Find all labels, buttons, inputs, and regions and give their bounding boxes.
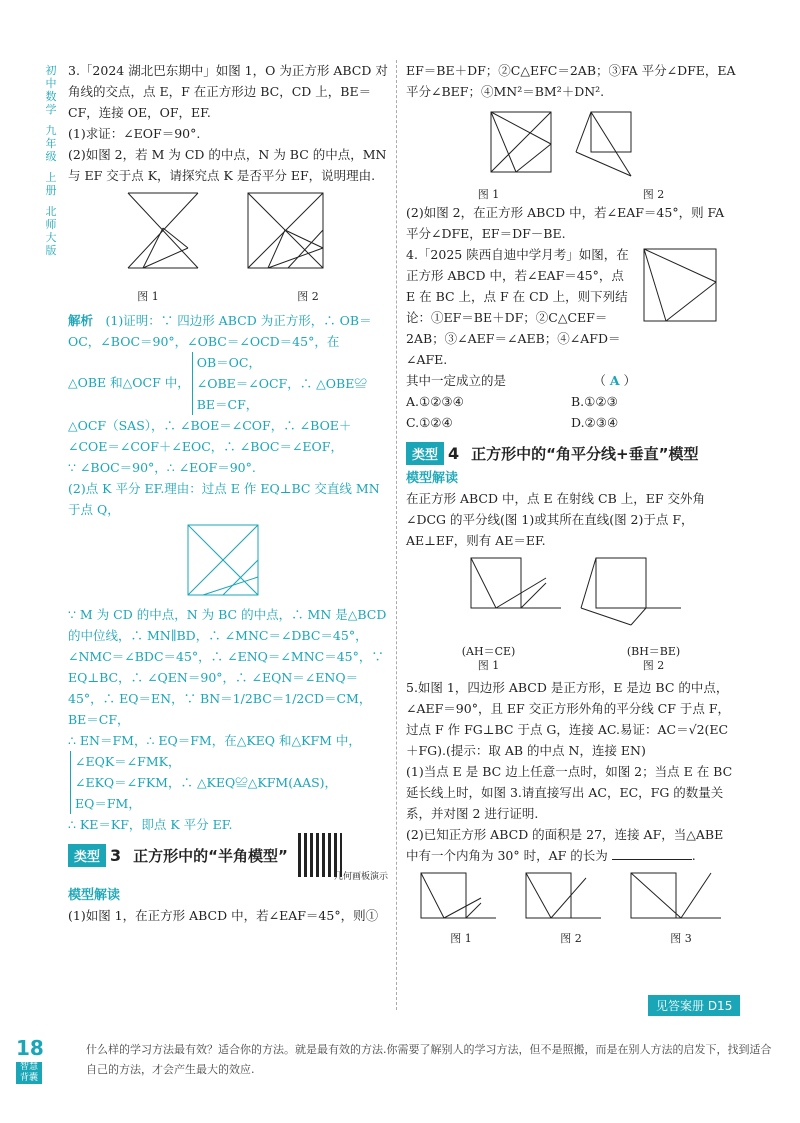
q4-question: 其中一定成立的是 （ A ） (406, 373, 636, 388)
q5-part2: (2)已知正方形 ABCD 的面积是 27，连接 AF，当△ABE 中有一个内角为 30° 时，AF 的长为 . (406, 827, 724, 863)
type3-figures (471, 104, 671, 186)
solution-line5: ∵ M 为 CD 的中点，N 为 BC 的中点，∴ MN 是△BCD 的中位线，∴ MN∥BD，∴ ∠MNC＝∠DBC＝45°，∠NMC＝∠BDC＝45°，∴ ∠ENQ＝∠MNC＝45°，∵ EQ⊥BC，∴ ∠QEN＝90°，∴ ∠EQN＝∠ENQ＝45°，∴ EQ＝EN，∵ BN＝1/2BC＝1/2CD＝CM，BE＝CF， (68, 607, 387, 727)
solution-brace2: ∠EQK＝∠FMK， ∠EKQ＝∠FKM，∴ △KEQ≌△KFM(AAS)， EQ＝FM， (68, 751, 388, 814)
solution-brace1: △OBE 和△OCF 中，OB＝OC， ∠OBE＝∠OCF，∴ △OBE≌ BE＝CF， (68, 352, 388, 415)
q3-figures (118, 188, 338, 288)
type3-text1: (1)如图 1，在正方形 ABCD 中，若∠EAF＝45°，则① (68, 908, 379, 923)
q3-part2: (2)如图 2，若 M 为 CD 的中点，N 为 BC 的中点，MN 与 EF 交于点 K，请探究点 K 是否平分 EF，说明理由. (68, 147, 387, 183)
left-column: 3.「2024 湖北巴东期中」如图 1，O 为正方形 ABCD 对角线的交点，点 E，F 在正方形边 BC，CD 上，BE＝CF，连接 OE，OF，EF. (1)求证：∠EOF＝90°. (2)如图 2，若 M 为 CD 的中点，N 为 BC 的中点，MN 与 EF 交于点 K，请探究点 K 是否平分 EF，说明理由. 图 1 图 2 解析 (1)证明：∵ 四边形 ABCD 为正方形，∴ OB＝OC，∠BOC＝90°，∠OBC＝∠OCD＝45°，在 △OBE 和△OCF 中，OB＝OC， ∠OBE＝∠OCF，∴ △OBE≌ BE＝CF， △OCF（SAS），∴ ∠BOE＝∠COF，∴ ∠BOE＋∠COE＝∠COF＋∠EOC，∴ ∠BOC＝∠EOF， ∵ ∠BOC＝90°，∴ ∠EOF＝90°. (2)点 K 平分 EF.理由：过点 E 作 EQ⊥BC 交直线 MN 于点 Q， ∵ M 为 CD 的中点，N 为 BC 的中点，∴ MN 是△BCD 的中位线，∴ MN∥BD，∴ ∠MNC＝∠DBC＝45°，∠NMC＝∠BDC＝45°，∴ ∠ENQ＝∠MNC＝45°，∵ EQ⊥BC，∴ ∠QEN＝90°，∴ ∠EQN＝∠ENQ＝45°，∴ EQ＝EN，∵ BN＝1/2BC＝1/2CD＝CM，BE＝CF， ∴ EN＝FM，∴ EQ＝FM，在△KEQ 和△KFM 中， ∠EQK＝∠FMK， ∠EKQ＝∠FKM，∴ △KEQ≌△KFM(AAS)， EQ＝FM， ∴ KE＝KF，即点 K 平分 EF. 类型 3 正方形中的“半角模型” 几何画板演示 模型解读 (1)如图 1，在正方形 ABCD 中，若∠EAF＝45°，则① (68, 60, 388, 926)
type4-header: 类型 4 正方形中的“角平分线+垂直”模型 (406, 441, 736, 465)
model-reading-heading: 模型解读 (68, 888, 121, 903)
q3-part1: (1)求证：∠EOF＝90°. (68, 126, 201, 141)
solution-line1: 解析 (1)证明：∵ 四边形 ABCD 为正方形，∴ OB＝OC，∠BOC＝90°，∠OBC＝∠OCD＝45°，在 (68, 313, 372, 349)
q4-figure (636, 244, 731, 339)
answer-reference: 见答案册 D15 (648, 995, 740, 1016)
q5-figures (411, 868, 731, 930)
solution-line7: ∴ KE＝KF，即点 K 平分 EF. (68, 817, 233, 832)
q4-options: A.①②③④ B.①②③ C.①②④ D.②③④ (406, 394, 619, 430)
right-column: EF＝BE＋DF；②C△EFC＝2AB；③FA 平分∠DFE，EA 平分∠BEF；④MN²＝BM²＋DN². 图 1 图 2 (2)如图 2，在正方形 ABCD 中，若∠EAF＝45°，则 FA 平分∠DFE，EF＝DF－BE. 4.「2025 陕西自迪中学月考」如图，在正方形 ABCD 中，若∠EAF＝45°，点 E 在 BC 上，点 F 在 CD 上，则下列结论：①EF＝BE＋DF；②C△CEF＝2AB；③∠AEF＝∠AEB；④∠AFD＝∠AFE. 其中一定成立的是 （ A ） A.①②③④ B.①②③ C.①②④ D.②③④ 类型 4 正方形中的“角平分线+垂直”模型 模型解读 在正方形 ABCD 中，点 E 在射线 CB 上，EF 交外角∠DCG 的平分线(图 1)或其所在直线(图 2)于点 F，AE⊥EF，则有 AE＝EF. (AH＝CE) (BH＝BE) 图 1 图 2 5.如图 1，四边形 ABCD 是正方形，E 是边 BC 的中点，∠AEF＝90°，且 EF 交正方形外角的平分线 CF 于点 F，过点 F 作 FG⊥BC 于点 G，连接 AC.易证：AC＝√2(EC＋FG).(提示：取 AB 的中点 N，连接 EN) (1)当点 E 是 BC 边上任意一点时，如图 2；当点 E 在 BC 延长线上时，如图 3.请直接写出 AC，EC，FG 的数量关系，并对图 2 进行证明. (2)已知正方形 ABCD 的面积是 27，连接 AF，当△ABE 中有一个内角为 30° 时，AF 的长为 . 图 1 图 2 图 3 (406, 60, 736, 946)
solution-line4: (2)点 K 平分 EF.理由：过点 E 作 EQ⊥BC 交直线 MN 于点 Q， (68, 481, 380, 517)
q5-part1: (1)当点 E 是 BC 边上任意一点时，如图 2；当点 E 在 BC 延长线上时，如图 3.请直接写出 AC，EC，FG 的数量关系，并对图 2 进行证明. (406, 764, 733, 821)
solution-line3: ∵ ∠BOC＝90°，∴ ∠EOF＝90°. (68, 460, 256, 475)
type4-figures (451, 553, 691, 643)
column-divider (396, 60, 397, 1010)
page-number: 18 (16, 1036, 44, 1060)
q4-stem: 4.「2025 陕西自迪中学月考」如图，在正方形 ABCD 中，若∠EAF＝45°，点 E 在 BC 上，点 F 在 CD 上，则下列结论：①EF＝BE＋DF；②C△CEF＝2AB；③∠AEF＝∠AEB；④∠AFD＝∠AFE. (406, 247, 629, 367)
type3-header: 类型 3 正方形中的“半角模型” (68, 843, 388, 867)
side-label: 初中数学 九年级 上册 北师大版 (45, 64, 57, 257)
footer (16, 1030, 786, 1090)
wisdom-badge: 智慧背囊 (16, 1062, 42, 1084)
type4-text: 在正方形 ABCD 中，点 E 在射线 CB 上，EF 交外角∠DCG 的平分线(图 1)或其所在直线(图 2)于点 F，AE⊥EF，则有 AE＝EF. (406, 491, 706, 548)
solution-line2: △OCF（SAS），∴ ∠BOE＝∠COF，∴ ∠BOE＋∠COE＝∠COF＋∠EOC，∴ ∠BOC＝∠EOF， (68, 418, 352, 454)
answer-blank[interactable] (612, 859, 692, 860)
type3-text2: EF＝BE＋DF；②C△EFC＝2AB；③FA 平分∠DFE，EA 平分∠BEF；④MN²＝BM²＋DN². (406, 63, 736, 99)
q4-answer: A (609, 373, 620, 388)
type3-text3: (2)如图 2，在正方形 ABCD 中，若∠EAF＝45°，则 FA 平分∠DFE，EF＝DF－BE. (406, 205, 725, 241)
footer-quote: 什么样的学习方法最有效？适合你的方法。就是最有效的方法.你需要了解别人的学习方法，但不是照搬，而是在别人方法的启发下，找到适合自己的方法，才会产生最大的效应. (86, 1043, 772, 1076)
q3-stem: 3.「2024 湖北巴东期中」如图 1，O 为正方形 ABCD 对角线的交点，点 E，F 在正方形边 BC，CD 上，BE＝CF，连接 OE，OF，EF. (68, 63, 388, 120)
q5-stem: 5.如图 1，四边形 ABCD 是正方形，E 是边 BC 的中点，∠AEF＝90°，且 EF 交正方形外角的平分线 CF 于点 F，过点 F 作 FG⊥BC 于点 G，连接 AC.易证：AC＝√2(EC＋FG).(提示：取 AB 的中点 N，连接 EN) (406, 680, 731, 758)
solution-line6: ∴ EN＝FM，∴ EQ＝FM，在△KEQ 和△KFM 中， (68, 733, 361, 748)
solution-figure (183, 522, 273, 602)
